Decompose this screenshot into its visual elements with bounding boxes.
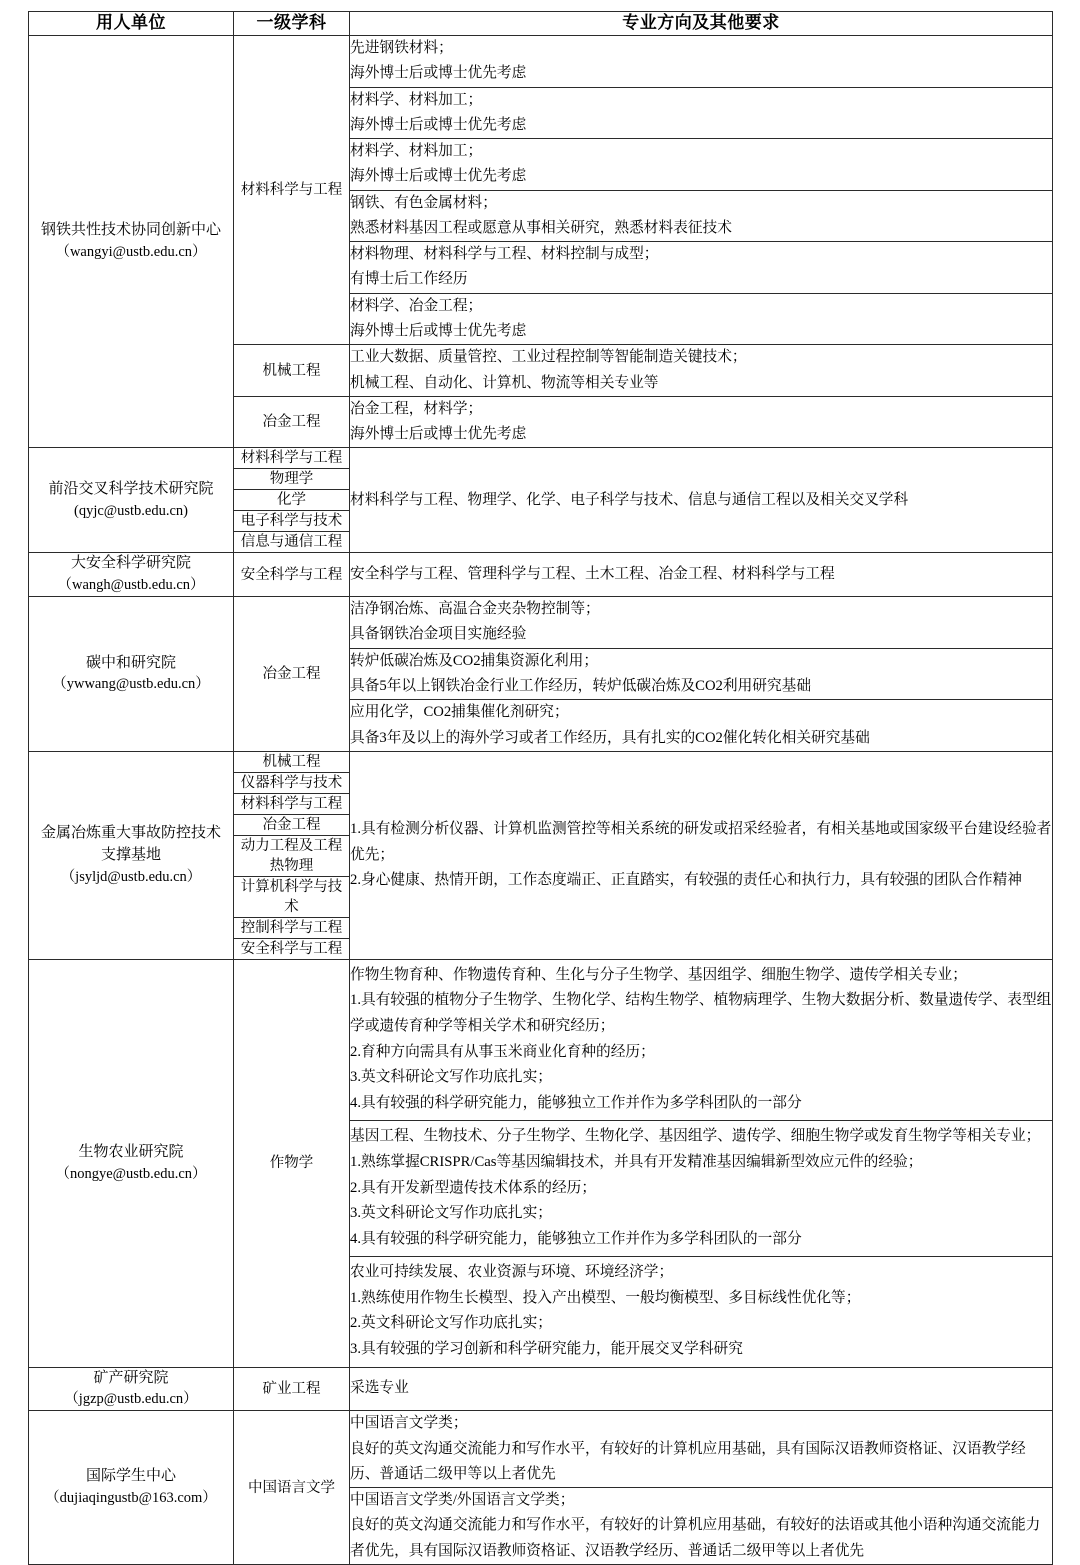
table-row [29,35,1053,87]
requirements-cell [350,190,1053,242]
requirement-line: 1.具有较强的植物分子生物学、生物化学、结构生物学、植物病理学、生物大数据分析、数量遗传学、表型组学或遗传育种学等相关学术和研究经历； [350,992,1052,1035]
discipline-cell: 安全科学与工程 [234,938,350,959]
requirement-line: 材料学、冶金工程； [350,297,483,314]
requirement-line: 基因工程、生物技术、分子生物学、生物化学、基因组学、遗传学、细胞生物学或发育生物学等相关专业； [350,1128,1041,1145]
employer-email[interactable]: （dujiaqingustb@163.com） [45,1490,217,1507]
employer-name-line2: 支撑基地 [100,846,161,863]
discipline-cell: 安全科学与工程 [234,553,350,597]
requirement-line: 农业可持续发展、农业资源与环境、环境经济学； [350,1264,674,1281]
employer-name: 碳中和研究院 [85,654,176,671]
employer-email[interactable]: （wangyi@ustb.edu.cn） [55,244,207,261]
discipline-cell: 控制科学与工程 [234,917,350,938]
employer-unit-cell [29,959,234,1367]
requirements-cell [350,751,1053,959]
requirement-line: 良好的英文沟通交流能力和写作水平，有较好的计算机应用基础，有较好的法语或其他小语种沟通交流能力者优先，具有国际汉语教师资格证、汉语教学经历、普通话二级甲等以上者优先 [350,1517,1041,1559]
requirement-line: 先进钢铁材料； [350,39,453,56]
discipline-cell: 动力工程及工程热物理 [234,835,350,876]
requirement-line: 3.英文科研论文写作功底扎实； [350,1069,552,1086]
requirement-line: 海外博士后或博士优先考虑 [350,116,527,133]
requirement-line: 4.具有较强的科学研究能力，能够独立工作并作为多学科团队的一部分 [350,1230,802,1247]
requirement-line: 钢铁、有色金属材料； [350,194,497,211]
requirement-line: 具备5年以上钢铁冶金行业工作经历，转炉低碳冶炼及CO2利用研究基础 [350,678,812,695]
requirement-line: 材料物理、材料科学与工程、材料控制与成型； [350,246,659,263]
discipline-cell: 机械工程 [234,751,350,772]
requirement-line: 作物生物育种、作物遗传育种、生化与分子生物学、基因组学、细胞生物学、遗传学相关专业； [350,966,967,983]
requirements-cell [350,1411,1053,1488]
requirements-cell [350,448,1053,553]
employer-unit-cell [29,448,234,553]
discipline-cell: 电子科学与技术 [234,511,350,532]
table-row [29,751,1053,772]
requirements-cell [350,1257,1053,1367]
requirement-line: 洁净钢冶炼、高温合金夹杂物控制等； [350,601,600,618]
discipline-cell: 机械工程 [234,345,350,397]
requirements-cell [350,648,1053,700]
table-row [29,1367,1053,1411]
discipline-cell: 计算机科学与技术 [234,876,350,917]
requirement-line: 具备3年及以上的海外学习或者工作经历，具有扎实的CO2催化转化相关研究基础 [350,729,870,746]
requirement-line: 3.具有较强的学习创新和科学研究能力，能开展交叉学科研究 [350,1340,743,1357]
requirements-cell [350,139,1053,191]
employer-name: 生物农业研究院 [78,1143,184,1160]
requirements-cell [350,1121,1053,1257]
employer-name: 金属冶炼重大事故防控技术 [40,825,221,842]
requirement-line: 良好的英文沟通交流能力和写作水平，有较好的计算机应用基础，具有国际汉语教师资格证、汉语教学经历、普通话二级甲等以上者优先 [350,1440,1026,1482]
discipline-cell: 材料科学与工程 [234,793,350,814]
requirement-line: 海外博士后或博士优先考虑 [350,426,527,443]
requirement-line: 2.育种方向需具有从事玉米商业化育种的经历； [350,1043,655,1060]
table-body [29,35,1053,1564]
requirement-line: 材料学、材料加工； [350,91,483,108]
employer-email[interactable]: (qyjc@ustb.edu.cn) [73,502,189,519]
requirement-line: 机械工程、自动化、计算机、物流等相关专业等 [350,374,659,391]
recruitment-table [28,11,1053,1565]
requirement-line: 应用化学，CO2捕集催化剂研究； [350,704,569,721]
requirements-cell [350,700,1053,752]
requirements-cell [350,553,1053,597]
requirement-line: 4.具有较强的科学研究能力，能够独立工作并作为多学科团队的一部分 [350,1094,802,1111]
employer-name: 国际学生中心 [85,1468,176,1485]
requirement-line: 转炉低碳冶炼及CO2捕集资源化利用； [350,652,599,669]
employer-email[interactable]: （jsyljd@ustb.edu.cn） [60,868,202,885]
requirements-cell [350,597,1053,649]
employer-email[interactable]: （wangh@ustb.edu.cn） [57,577,205,594]
requirement-line: 海外博士后或博士优先考虑 [350,323,527,340]
header-unit: 用人单位 [29,12,234,36]
requirements-cell [350,1488,1053,1565]
requirements-cell [350,87,1053,139]
requirement-line: 1.具有检测分析仪器、计算机监测管控等相关系统的研发或招采经验者，有相关基地或国家级平台建设经验者优先； [350,821,1052,863]
requirement-line: 2.英文科研论文写作功底扎实； [350,1315,552,1332]
requirement-line: 海外博士后或博士优先考虑 [350,65,527,82]
table-header [29,12,1053,36]
requirement-line: 中国语言文学类； [350,1415,468,1432]
discipline-cell: 中国语言文学 [234,1411,350,1565]
requirements-cell [350,242,1053,294]
requirement-line: 海外博士后或博士优先考虑 [350,168,527,185]
requirement-line: 材料学、材料加工； [350,143,483,160]
requirement-line: 1.熟练使用作物生长模型、投入产出模型、一般均衡模型、多目标线性优化等； [350,1289,861,1306]
requirement-line: 2.身心健康、热情开朗，工作态度端正、正直踏实，有较强的责任心和执行力，具有较强的团队合作精神 [350,872,1022,889]
table-row [29,959,1053,1120]
requirement-line: 有博士后工作经历 [350,271,468,288]
requirements-cell [350,396,1053,448]
requirement-line: 冶金工程，材料学； [350,400,483,417]
table-row [29,553,1053,597]
requirement-line: 采选专业 [350,1380,409,1397]
header-discipline: 一级学科 [234,12,350,36]
employer-unit-cell [29,553,234,597]
requirement-line: 3.英文科研论文写作功底扎实； [350,1205,552,1222]
table-row [29,448,1053,469]
header-detail: 专业方向及其他要求 [350,12,1053,36]
discipline-cell: 信息与通信工程 [234,532,350,553]
requirement-line: 中国语言文学类/外国语言文学类； [350,1492,575,1509]
employer-name: 矿产研究院 [93,1369,169,1386]
requirement-line: 具备钢铁冶金项目实施经验 [350,626,527,643]
requirements-cell [350,293,1053,345]
employer-email[interactable]: （ywwang@ustb.edu.cn） [52,676,210,693]
discipline-cell: 材料科学与工程 [234,35,350,344]
requirement-line: 1.熟练掌握CRISPR/Cas等基因编辑技术，并具有开发精准基因编辑新型效应元件的经验； [350,1153,923,1170]
discipline-cell: 仪器科学与技术 [234,772,350,793]
employer-unit-cell [29,751,234,959]
requirement-line: 2.具有开发新型遗传技术体系的经历； [350,1179,597,1196]
employer-name: 前沿交叉科学技术研究院 [48,481,214,498]
employer-name: 钢铁共性技术协同创新中心 [40,222,221,239]
requirement-line: 工业大数据、质量管控、工业过程控制等智能制造关键技术； [350,349,747,366]
discipline-cell: 冶金工程 [234,597,350,752]
requirements-cell [350,35,1053,87]
employer-email[interactable]: （nongye@ustb.edu.cn） [55,1165,207,1182]
discipline-cell: 物理学 [234,469,350,490]
discipline-cell: 冶金工程 [234,396,350,448]
employer-unit-cell [29,35,234,448]
requirements-cell [350,959,1053,1120]
discipline-cell: 冶金工程 [234,814,350,835]
discipline-cell: 材料科学与工程 [234,448,350,469]
discipline-cell: 化学 [234,490,350,511]
requirement-line: 安全科学与工程、管理科学与工程、土木工程、冶金工程、材料科学与工程 [350,566,835,583]
requirements-cell [350,1367,1053,1411]
employer-unit-cell [29,1367,234,1411]
discipline-cell: 矿业工程 [234,1367,350,1411]
requirement-line: 材料科学与工程、物理学、化学、电子科学与技术、信息与通信工程以及相关交叉学科 [350,491,909,508]
employer-email[interactable]: （jgzp@ustb.edu.cn） [64,1391,198,1408]
discipline-cell: 作物学 [234,959,350,1367]
table-row [29,597,1053,649]
employer-unit-cell [29,1411,234,1565]
requirements-cell [350,345,1053,397]
header-row [29,12,1053,36]
table-row [29,1411,1053,1488]
employer-unit-cell [29,597,234,752]
requirement-line: 熟悉材料基因工程或愿意从事相关研究，熟悉材料表征技术 [350,219,732,236]
employer-name: 大安全科学研究院 [70,555,191,572]
